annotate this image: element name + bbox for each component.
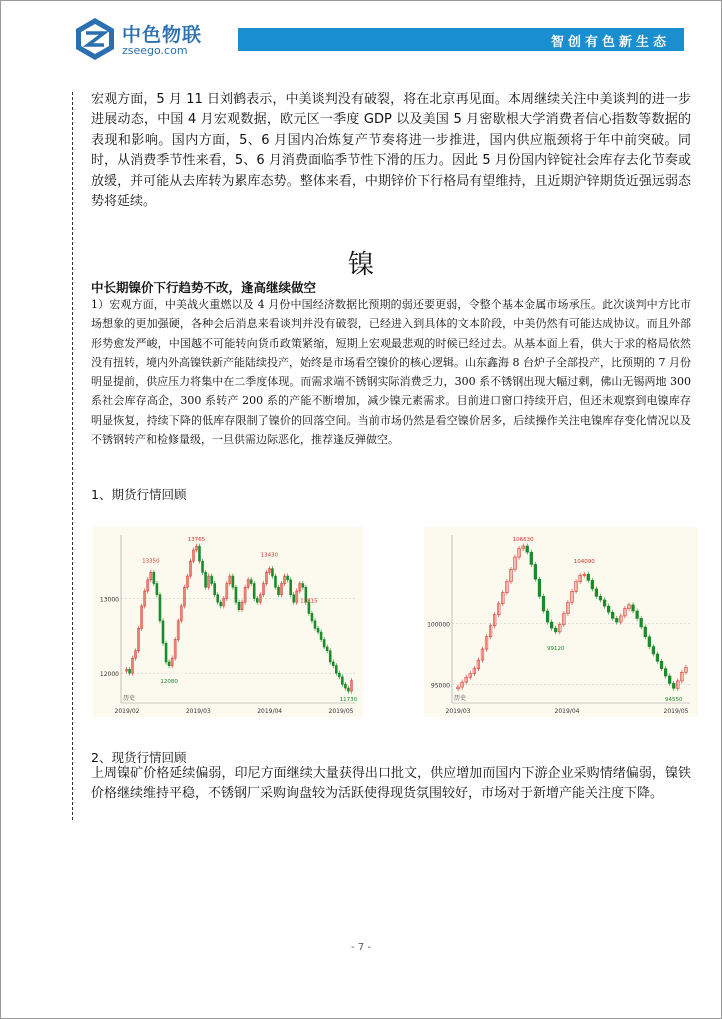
- candle-body: [338, 673, 340, 677]
- candle-body: [554, 628, 557, 632]
- candle-body: [211, 576, 213, 583]
- candle-body: [332, 662, 334, 666]
- candle-body: [235, 587, 237, 602]
- candle-body: [615, 618, 618, 622]
- candle-body: [636, 611, 639, 618]
- candle-body: [603, 600, 606, 606]
- candlestick-chart-svg: [424, 527, 698, 717]
- candle-body: [542, 596, 545, 611]
- data-label: 13765: [187, 537, 206, 543]
- candle-body: [159, 595, 161, 621]
- candle-body: [250, 580, 252, 584]
- y-tick-label: 12000: [99, 671, 119, 679]
- x-tick-label: 2019/03: [185, 708, 211, 715]
- logo-hexagon-icon: [72, 16, 118, 62]
- candle-body: [664, 669, 667, 676]
- data-label: 12815: [300, 598, 318, 605]
- candle-body: [632, 605, 635, 611]
- lme-nickel-chart-2: [424, 527, 698, 717]
- x-tick-label: 2019/05: [328, 708, 354, 715]
- data-label: 11730: [339, 697, 358, 703]
- futures-heading: 1、期货行情回顾: [91, 487, 187, 502]
- candle-body: [198, 546, 200, 561]
- section-subtitle: 中长期镍价下行趋势不改，逢高继续做空: [91, 280, 317, 295]
- candle-body: [293, 595, 295, 602]
- spot-heading: 2、现货行情回顾: [91, 750, 187, 765]
- page-number: - 7 -: [351, 942, 371, 953]
- data-label: 13350: [142, 558, 160, 565]
- candle-body: [290, 580, 292, 595]
- candle-body: [217, 595, 219, 602]
- candle-body: [595, 589, 598, 596]
- candle-body: [323, 640, 325, 647]
- candle-body: [640, 618, 643, 627]
- candle-body: [587, 574, 590, 580]
- y-tick-label: 13000: [99, 596, 119, 604]
- candle-body: [232, 576, 234, 587]
- candle-body: [317, 628, 319, 632]
- candle-body: [238, 602, 240, 609]
- x-tick-label: 2019/05: [663, 708, 689, 715]
- candle-body: [165, 643, 167, 662]
- data-label: 99120: [546, 646, 565, 653]
- candlestick-chart-svg: [93, 527, 363, 717]
- candle-body: [599, 596, 602, 600]
- data-label: 106630: [512, 537, 534, 543]
- data-label: 104090: [573, 559, 595, 566]
- candle-body: [326, 647, 328, 651]
- candle-body: [526, 546, 529, 552]
- candle-body: [162, 621, 164, 643]
- candle-body: [591, 580, 594, 589]
- candle-body: [156, 584, 158, 595]
- corner-label: 历史: [454, 695, 467, 702]
- candle-body: [534, 564, 537, 579]
- candle-body: [168, 662, 170, 666]
- candle-body: [205, 572, 207, 587]
- candle-body: [607, 606, 610, 612]
- candle-body: [311, 613, 313, 620]
- candle-body: [344, 684, 346, 688]
- x-tick-label: 2019/03: [445, 708, 471, 715]
- x-tick-label: 2019/04: [554, 708, 580, 715]
- candle-body: [220, 602, 222, 606]
- candle-body: [656, 654, 659, 661]
- y-tick-label: 95000: [430, 682, 450, 690]
- spot-paragraph: 上周镍矿价格延续偏弱，印尼方面继续大量获得出口批文，供应增加而国内下游企业采购情绪偏弱，镍铁价格继续维持平稳，不锈钢厂采购询盘较为活跃使得现货氛围较好，市场对于新增产能关注度下降。: [91, 766, 691, 802]
- header-banner: [238, 28, 684, 51]
- candle-body: [274, 576, 276, 587]
- candle-body: [278, 587, 280, 594]
- company-logo: [72, 16, 202, 64]
- candle-body: [652, 647, 655, 654]
- data-label: 94550: [665, 697, 683, 703]
- candle-body: [648, 637, 651, 647]
- section-title: 镍: [347, 250, 374, 280]
- candle-body: [347, 688, 349, 691]
- candle-body: [129, 669, 131, 673]
- data-label: 13430: [260, 552, 279, 559]
- candle-body: [302, 584, 304, 588]
- candle-body: [256, 598, 258, 602]
- candle-body: [672, 683, 675, 688]
- data-label: 12080: [160, 679, 178, 686]
- candle-body: [341, 677, 343, 684]
- shanghai-nickel-chart-1: [93, 527, 363, 717]
- margin-dashed-line: [72, 92, 73, 820]
- candle-body: [644, 627, 647, 637]
- nickel-paragraph: 1）宏观方面，中美战火重燃以及 4 月份中国经济数据比预期的弱还要更弱，令整个基本金属市场承压。此次谈判中方比市场想象的更加强硬，各种会后消息来看谈判并没有破裂，已经进入到具体的文本阶段，中美仍然有可能达成协议。而且外部形势愈发严峻，中国越不可能转向货币政策紧缩，短期上宏观最悲观的时候已经过去。从基本面上看，供大于求的格局依然没有扭转，境内外高镍铁新产能陆续投产，始终是市场看空镍价的核心逻辑。山东鑫海 8 台炉子全部投产，比预期的 7 月份明显提前，供应压力将集中在二季度体现。而需求端不锈钢实际消费乏力，300 系不锈钢出现大幅过剩，佛山无锡两地 300 系社会库存高企，300 系转产 200 系的产能不断增加，减少镍元素需求。目前进口窗口持续开启，但还未观察到电镍库存明显恢复，持续下降的低库存限制了镍价的回落空间。当前市场仍然是看空镍价居多，后续操作关注电镍库存变化情况以及不锈钢转产和检修量级，一旦供需边际恶化，推荐逢反弹做空。: [91, 298, 691, 447]
- corner-label: 历史: [123, 695, 136, 702]
- candle-body: [153, 572, 155, 583]
- candle-body: [668, 676, 671, 683]
- logo-url: zseego.com: [122, 44, 188, 57]
- macro-paragraph: 宏观方面，5 月 11 日刘鹤表示，中美谈判没有破裂，将在北京再见面。本周继续关注中美谈判的进一步进展动态，中国 4 月宏观数据，欧元区一季度 GDP 以及美国 5 月密歇根大学消费者信心指数等数据的表现和影响。国内方面，5、6 月国内冶炼复产节奏将进一步推进，国内供应瓶颈将于年中前突破。同时，从消费季节性来看，5、6 月消费面临季节性下滑的压力。因此 5 月份国内锌锭社会库存去化节奏或放缓，并可能从去库转为累库态势。整体来看，中期锌价下行格局有望维持，且近期沪锌期货近强远弱态势将延续。: [91, 92, 691, 210]
- candle-body: [271, 569, 273, 576]
- candle-body: [287, 576, 289, 580]
- logo-name: 中色物联: [122, 24, 203, 46]
- candle-body: [660, 661, 663, 668]
- candle-body: [214, 584, 216, 595]
- x-tick-label: 2019/04: [257, 708, 283, 715]
- candle-body: [253, 584, 255, 599]
- candle-body: [329, 651, 331, 662]
- header-slogan: 智创有色新生态: [550, 35, 670, 50]
- candle-body: [335, 666, 337, 673]
- candle-body: [314, 621, 316, 628]
- candle-body: [538, 579, 541, 596]
- candle-body: [202, 561, 204, 572]
- x-tick-label: 2019/02: [114, 708, 140, 715]
- candle-body: [611, 612, 614, 618]
- y-tick-label: 100000: [427, 621, 450, 629]
- candle-body: [530, 552, 533, 564]
- candle-body: [550, 622, 553, 628]
- candle-body: [546, 611, 549, 622]
- candle-body: [320, 632, 322, 639]
